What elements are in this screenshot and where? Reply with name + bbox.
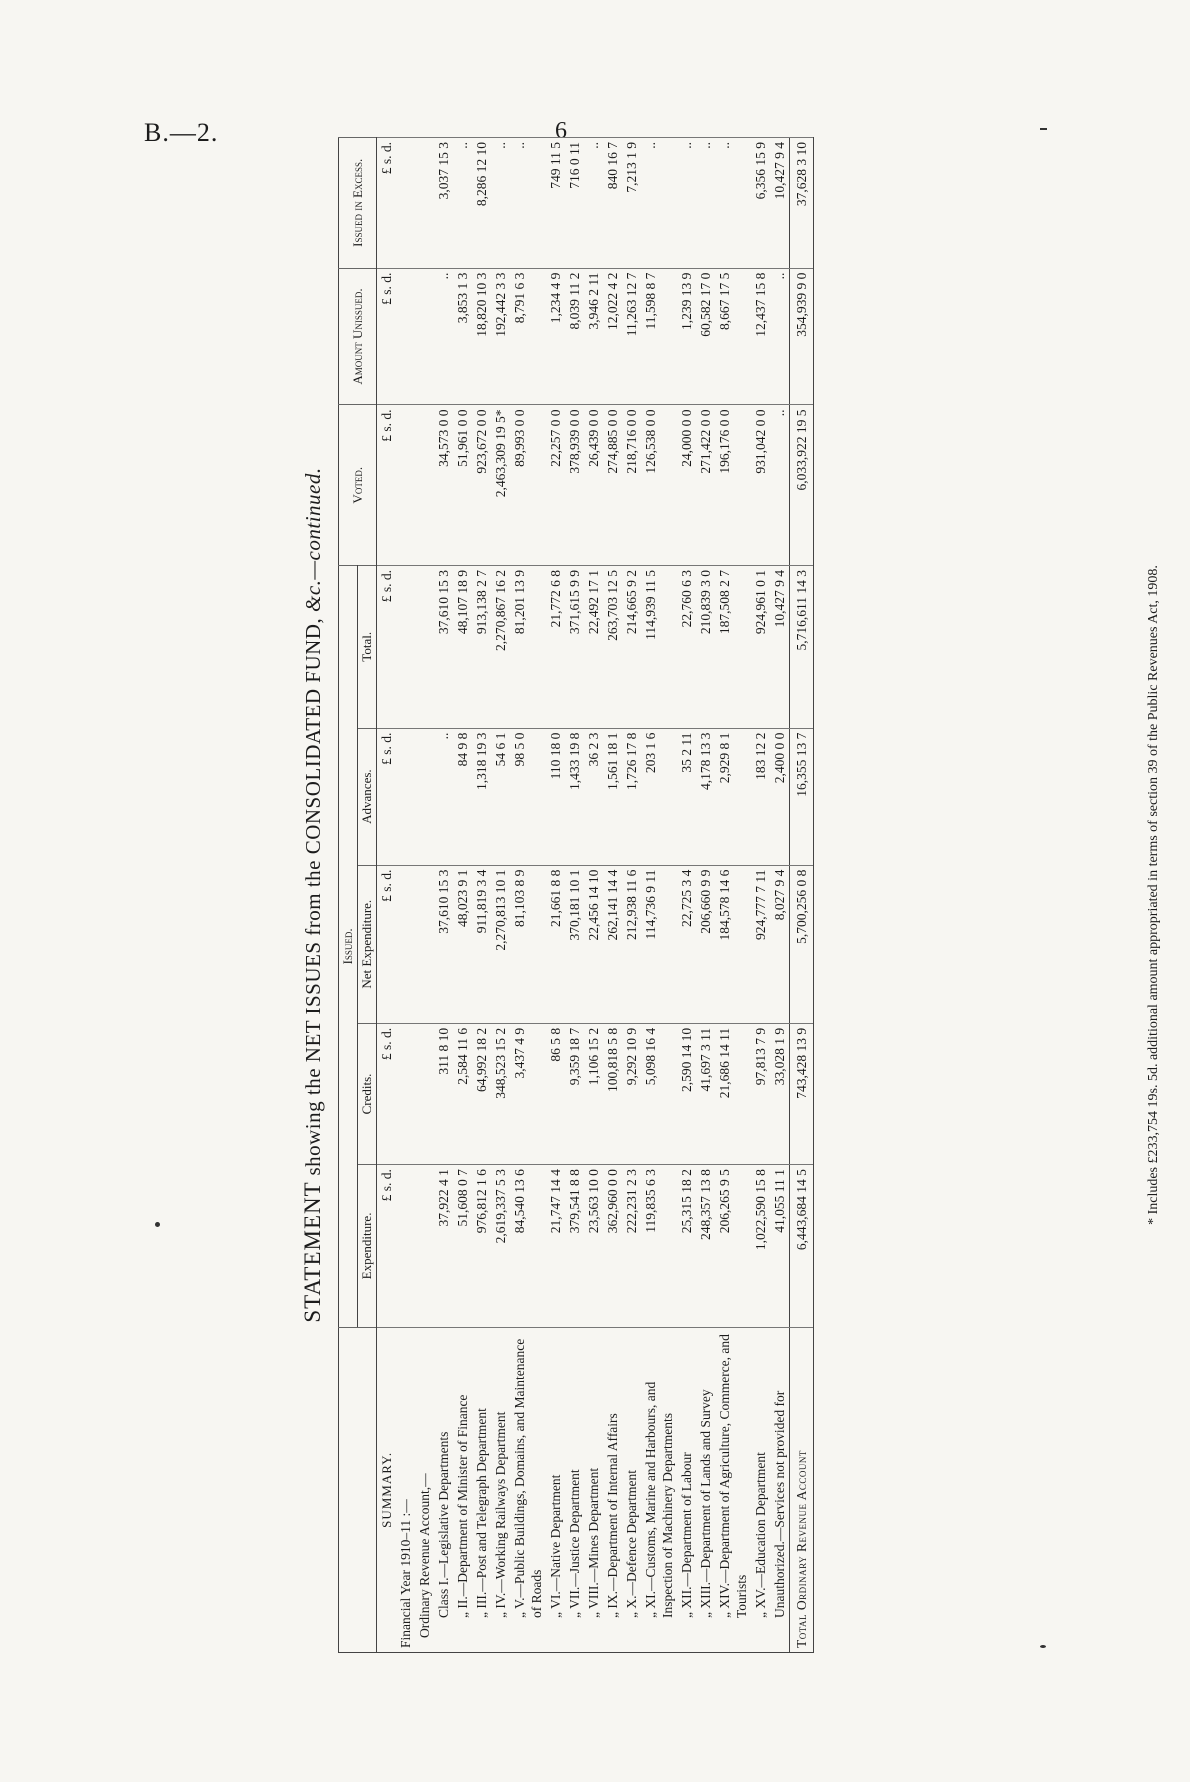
cell-adv: 98 5 0 (510, 728, 546, 865)
table-row (715, 138, 751, 1653)
cell-uni: 1,239 13 9 (677, 268, 696, 405)
row-label: „ II.—Department of Minister of Finance (453, 1327, 472, 1652)
header-voted: Voted. (339, 405, 377, 565)
header-total: Total. (358, 565, 377, 728)
cell-cred: 9,292 10 9 (622, 1023, 641, 1164)
cell-exp: 84,540 13 6 (510, 1165, 546, 1328)
cell-exc: 3,037 15 3 (434, 138, 453, 269)
cell-exc: .. (584, 138, 603, 269)
total-expenditure: 6,443,684 14 5 (790, 1165, 814, 1328)
table-row (770, 138, 790, 1653)
summary-label: SUMMARY. (377, 1327, 397, 1652)
cell-adv: 2,929 8 1 (715, 728, 751, 865)
rotated-statement (300, 125, 1190, 1665)
cell-tot: 187,508 2 7 (715, 565, 751, 728)
table-row (565, 138, 584, 1653)
cell-tot: 371,615 9 9 (565, 565, 584, 728)
cell-net: 22,456 14 10 (584, 865, 603, 1023)
unit-cred: £ s. d. (377, 1023, 397, 1164)
cell-cred: 5,098 16 4 (641, 1023, 677, 1164)
document-reference: B.—2. (144, 118, 219, 147)
cell-uni: .. (770, 268, 790, 405)
cell-exp: 248,357 13 8 (696, 1165, 715, 1328)
cell-adv: 36 2 3 (584, 728, 603, 865)
cell-exc: 8,286 12 10 (472, 138, 491, 269)
cell-exc: 10,427 9 4 (770, 138, 790, 269)
total-advances: 16,355 13 7 (790, 728, 814, 865)
net-issues-table (338, 137, 814, 1653)
cell-exp: 21,747 14 4 (546, 1165, 565, 1328)
cell-exp: 51,608 0 7 (453, 1165, 472, 1328)
cell-vot: 274,885 0 0 (603, 405, 622, 565)
cell-tot: 10,427 9 4 (770, 565, 790, 728)
cell-exp: 1,022,590 15 8 (751, 1165, 770, 1328)
financial-year-label: Financial Year 1910–11 :— (396, 1327, 415, 1652)
row-label: „ V.—Public Buildings, Domains, and Maintenance of Roads (510, 1327, 546, 1652)
cell-exc: 7,213 1 9 (622, 138, 641, 269)
unit-tot: £ s. d. (377, 565, 397, 728)
cell-net: 262,141 14 4 (603, 865, 622, 1023)
cell-cred: 21,686 14 11 (715, 1023, 751, 1164)
row-label: „ VIII.—Mines Department (584, 1327, 603, 1652)
cell-adv: 1,726 17 8 (622, 728, 641, 865)
total-credits: 743,428 13 9 (790, 1023, 814, 1164)
cell-vot: 26,439 0 0 (584, 405, 603, 565)
cell-adv: 1,318 19 3 (472, 728, 491, 865)
unit-uni: £ s. d. (377, 268, 397, 405)
cell-tot: 924,961 0 1 (751, 565, 770, 728)
header-issued: Issued. (339, 565, 358, 1327)
header-expenditure: Expenditure. (358, 1165, 377, 1328)
row-label: „ XV.—Education Department (751, 1327, 770, 1652)
total-voted: 6,033,922 19 5 (790, 405, 814, 565)
cell-net: 8,027 9 4 (770, 865, 790, 1023)
unit-vot: £ s. d. (377, 405, 397, 565)
cell-exc: 840 16 7 (603, 138, 622, 269)
row-label: „ X.—Defence Department (622, 1327, 641, 1652)
table-row (696, 138, 715, 1653)
cell-exc: .. (715, 138, 751, 269)
cell-net: 21,661 8 8 (546, 865, 565, 1023)
cell-exp: 23,563 10 0 (584, 1165, 603, 1328)
cell-net: 206,660 9 9 (696, 865, 715, 1023)
row-label: „ VII.—Justice Department (565, 1327, 584, 1652)
cell-uni: 12,022 4 2 (603, 268, 622, 405)
cell-adv: 203 1 6 (641, 728, 677, 865)
row-label: Unauthorized.—Services not provided for (770, 1327, 790, 1652)
header-unissued: Amount Unissued. (339, 268, 377, 405)
cell-uni: 11,598 8 7 (641, 268, 677, 405)
table-row (491, 138, 510, 1653)
cell-net: 2,270,813 10 1 (491, 865, 510, 1023)
cell-cred: 2,584 11 6 (453, 1023, 472, 1164)
title-middle: showing the NET ISSUES from the CONSOLIDATED FUND, (301, 617, 325, 1176)
cell-exp: 206,265 9 5 (715, 1165, 751, 1328)
unit-exp: £ s. d. (377, 1165, 397, 1328)
cell-exc: .. (677, 138, 696, 269)
cell-cred: 2,590 14 10 (677, 1023, 696, 1164)
cell-cred: 348,523 15 2 (491, 1023, 510, 1164)
cell-cred: 1,106 15 2 (584, 1023, 603, 1164)
row-label: „ XI.—Customs, Marine and Harbours, and Inspection of Machinery Departments (641, 1327, 677, 1652)
cell-vot: 2,463,309 19 5* (491, 405, 510, 565)
statement-title (300, 125, 326, 1665)
table-row (677, 138, 696, 1653)
cell-tot: 22,760 6 3 (677, 565, 696, 728)
title-prefix: STATEMENT (300, 1181, 325, 1323)
cell-uni: 12,437 15 8 (751, 268, 770, 405)
unit-net: £ s. d. (377, 865, 397, 1023)
cell-cred: 9,359 18 7 (565, 1023, 584, 1164)
table-row (453, 138, 472, 1653)
header-excess: Issued in Excess. (339, 138, 377, 269)
row-label: „ IV.—Working Railways Department (491, 1327, 510, 1652)
table-row (584, 138, 603, 1653)
cell-adv: 1,561 18 1 (603, 728, 622, 865)
unit-exc: £ s. d. (377, 138, 397, 269)
cell-exp: 2,619,337 5 3 (491, 1165, 510, 1328)
cell-tot: 214,665 9 2 (622, 565, 641, 728)
row-label: Class I.—Legislative Departments (434, 1327, 453, 1652)
row-label: „ XII.—Department of Labour (677, 1327, 696, 1652)
cell-vot: 51,961 0 0 (453, 405, 472, 565)
cell-vot: 378,939 0 0 (565, 405, 584, 565)
cell-adv: .. (434, 728, 453, 865)
cell-vot: 24,000 0 0 (677, 405, 696, 565)
account-label: Ordinary Revenue Account,— (415, 1327, 434, 1652)
cell-cred: 97,813 7 9 (751, 1023, 770, 1164)
cell-uni: 8,039 11 2 (565, 268, 584, 405)
cell-exc: .. (453, 138, 472, 269)
cell-net: 37,610 15 3 (434, 865, 453, 1023)
table-row (546, 138, 565, 1653)
cell-adv: 110 18 0 (546, 728, 565, 865)
cell-net: 22,725 3 4 (677, 865, 696, 1023)
row-label: „ IX.—Department of Internal Affairs (603, 1327, 622, 1652)
cell-exp: 362,960 0 0 (603, 1165, 622, 1328)
cell-cred: 311 8 10 (434, 1023, 453, 1164)
cell-vot: 89,993 0 0 (510, 405, 546, 565)
scan-speck (155, 1222, 160, 1227)
cell-vot: .. (770, 405, 790, 565)
cell-exc: .. (641, 138, 677, 269)
cell-adv: 84 9 8 (453, 728, 472, 865)
cell-net: 911,819 3 4 (472, 865, 491, 1023)
cell-net: 184,578 14 6 (715, 865, 751, 1023)
cell-exc: 716 0 11 (565, 138, 584, 269)
cell-uni: 1,234 4 9 (546, 268, 565, 405)
cell-uni: 8,791 6 3 (510, 268, 546, 405)
footnote: * Includes £233,754 19s. 5d. additional amount appropriated in terms of section 39 of the Public Revenues Act, 1908. (1146, 565, 1161, 1225)
header-net: Net Expenditure. (358, 865, 377, 1023)
cell-vot: 22,257 0 0 (546, 405, 565, 565)
cell-uni: .. (434, 268, 453, 405)
cell-uni: 18,820 10 3 (472, 268, 491, 405)
cell-adv: 54 6 1 (491, 728, 510, 865)
cell-exp: 379,541 8 8 (565, 1165, 584, 1328)
cell-tot: 210,839 3 0 (696, 565, 715, 728)
table-row (434, 138, 453, 1653)
cell-tot: 21,772 6 8 (546, 565, 565, 728)
cell-tot: 48,107 18 9 (453, 565, 472, 728)
cell-exp: 222,231 2 3 (622, 1165, 641, 1328)
cell-adv: 35 2 11 (677, 728, 696, 865)
cell-adv: 4,178 13 3 (696, 728, 715, 865)
cell-exp: 25,315 18 2 (677, 1165, 696, 1328)
cell-tot: 913,138 2 7 (472, 565, 491, 728)
cell-vot: 931,042 0 0 (751, 405, 770, 565)
total-row (790, 138, 814, 1653)
cell-net: 114,736 9 11 (641, 865, 677, 1023)
cell-exc: 749 11 5 (546, 138, 565, 269)
header-advances: Advances. (358, 728, 377, 865)
cell-net: 924,777 7 11 (751, 865, 770, 1023)
cell-exp: 37,922 4 1 (434, 1165, 453, 1328)
cell-tot: 37,610 15 3 (434, 565, 453, 728)
table-row (603, 138, 622, 1653)
cell-exc: .. (491, 138, 510, 269)
table-row (641, 138, 677, 1653)
cell-vot: 218,716 0 0 (622, 405, 641, 565)
cell-exp: 41,055 11 1 (770, 1165, 790, 1328)
total-label: Total Ordinary Revenue Account (790, 1327, 814, 1652)
cell-tot: 81,201 13 9 (510, 565, 546, 728)
cell-adv: 2,400 0 0 (770, 728, 790, 865)
cell-tot: 2,270,867 16 2 (491, 565, 510, 728)
cell-vot: 271,422 0 0 (696, 405, 715, 565)
total-net: 5,700,256 0 8 (790, 865, 814, 1023)
header-blank (339, 1327, 377, 1652)
cell-cred: 3,437 4 9 (510, 1023, 546, 1164)
cell-vot: 126,538 0 0 (641, 405, 677, 565)
cell-uni: 192,442 3 3 (491, 268, 510, 405)
cell-vot: 196,176 0 0 (715, 405, 751, 565)
cell-uni: 11,263 12 7 (622, 268, 641, 405)
table-row (622, 138, 641, 1653)
total-total: 5,716,611 14 3 (790, 565, 814, 728)
cell-tot: 22,492 17 1 (584, 565, 603, 728)
cell-tot: 263,703 12 5 (603, 565, 622, 728)
cell-tot: 114,939 11 5 (641, 565, 677, 728)
cell-net: 370,181 10 1 (565, 865, 584, 1023)
table-row (751, 138, 770, 1653)
row-label: „ III.—Post and Telegraph Department (472, 1327, 491, 1652)
table-row (510, 138, 546, 1653)
unit-adv: £ s. d. (377, 728, 397, 865)
cell-exp: 976,812 1 6 (472, 1165, 491, 1328)
cell-uni: 60,582 17 0 (696, 268, 715, 405)
cell-exc: .. (696, 138, 715, 269)
cell-vot: 923,672 0 0 (472, 405, 491, 565)
cell-net: 212,938 11 6 (622, 865, 641, 1023)
cell-cred: 33,028 1 9 (770, 1023, 790, 1164)
cell-vot: 34,573 0 0 (434, 405, 453, 565)
scan-speck (1040, 128, 1047, 130)
cell-cred: 64,992 18 2 (472, 1023, 491, 1164)
total-excess: 37,628 3 10 (790, 138, 814, 269)
cell-cred: 41,697 3 11 (696, 1023, 715, 1164)
cell-cred: 86 5 8 (546, 1023, 565, 1164)
cell-adv: 183 12 2 (751, 728, 770, 865)
row-label: „ XIII.—Department of Lands and Survey (696, 1327, 715, 1652)
cell-uni: 8,667 17 5 (715, 268, 751, 405)
table-row (472, 138, 491, 1653)
title-suffix: &c.—continued. (301, 467, 325, 613)
cell-adv: 1,433 19 8 (565, 728, 584, 865)
scan-speck (1040, 1645, 1046, 1648)
page-number: 6 (555, 118, 567, 144)
cell-net: 48,023 9 1 (453, 865, 472, 1023)
header-credits: Credits. (358, 1023, 377, 1164)
row-label: „ VI.—Native Department (546, 1327, 565, 1652)
cell-uni: 3,946 2 11 (584, 268, 603, 405)
cell-cred: 100,818 5 8 (603, 1023, 622, 1164)
cell-exp: 119,835 6 3 (641, 1165, 677, 1328)
cell-net: 81,103 8 9 (510, 865, 546, 1023)
total-unissued: 354,939 9 0 (790, 268, 814, 405)
cell-exc: 6,356 15 9 (751, 138, 770, 269)
cell-exc: .. (510, 138, 546, 269)
cell-uni: 3,853 1 3 (453, 268, 472, 405)
row-label: „ XIV.—Department of Agriculture, Commerce, and Tourists (715, 1327, 751, 1652)
